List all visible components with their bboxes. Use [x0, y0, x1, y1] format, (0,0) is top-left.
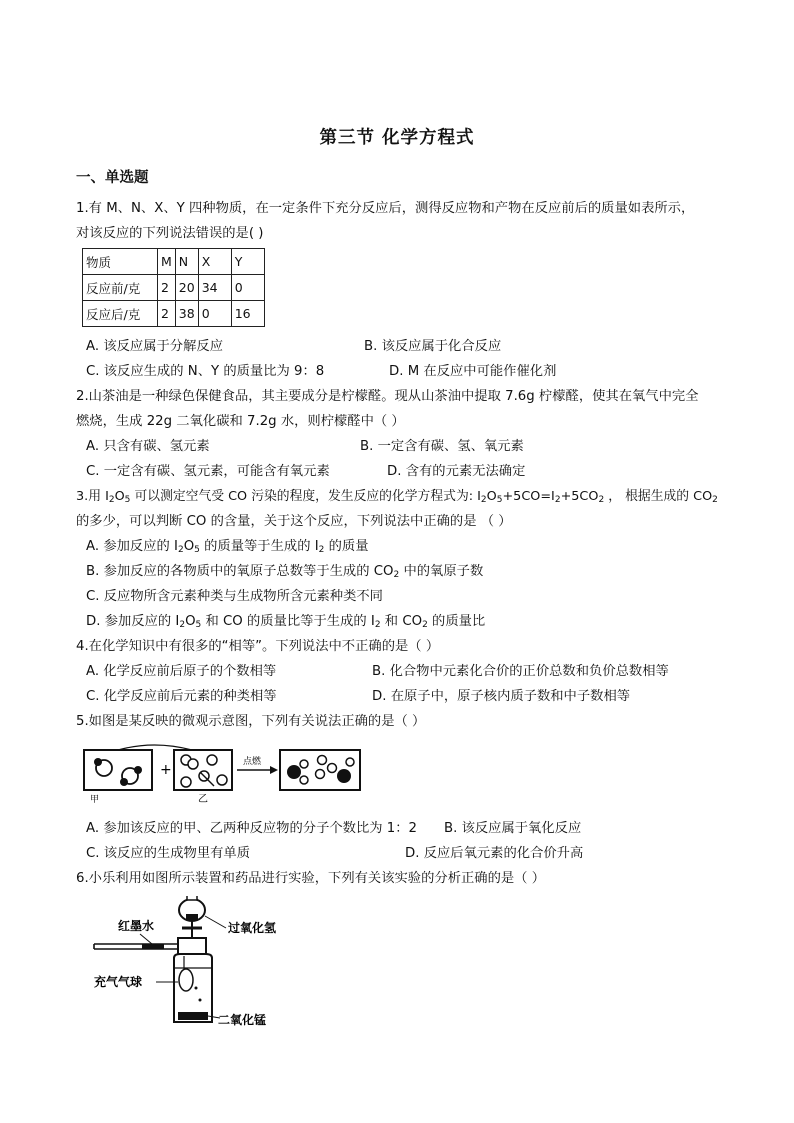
- atom: [94, 758, 102, 766]
- table-cell: 34: [198, 275, 231, 301]
- table-cell: 0: [198, 301, 231, 327]
- q3-stem-line1: 3.用 $I_2O_5$ 可以测定空气受 CO 污染的程度，发生反应的化学方程式为: $I_2O_5+5CO=I_2+5CO_2$ ， 根据生成的 $CO_2$: [76, 489, 718, 505]
- bubble: [199, 999, 202, 1002]
- q4-stem: 4.在化学知识中有很多的“相等”。下列说法中不正确的是（ ）: [76, 639, 440, 654]
- atom: [328, 764, 337, 773]
- label-ink: 红墨水: [118, 919, 155, 933]
- q4-option-b[interactable]: B. 化合物中元素化合价的正价总数和负价总数相等: [372, 664, 669, 679]
- molecule: [207, 755, 217, 765]
- table-cell: 16: [231, 301, 264, 327]
- q6-stem: 6.小乐利用如图所示装置和药品进行实验，下列有关该实验的分析正确的是（ ）: [76, 871, 546, 886]
- table-cell: M: [158, 249, 176, 275]
- table-cell: 物质: [83, 249, 158, 275]
- q5-option-d[interactable]: D. 反应后氧元素的化合价升高: [405, 846, 584, 861]
- funnel-liquid: [186, 914, 198, 920]
- label-leader: [205, 916, 226, 928]
- label-leader: [140, 934, 152, 944]
- q2-stem-line2: 燃烧，生成 22g 二氧化碳和 7.2g 水，则柠檬醛中（ ）: [76, 414, 405, 429]
- table-cell: 2: [158, 301, 176, 327]
- q3-option-a[interactable]: A. 参加反应的 $I_2O_5$ 的质量等于生成的 $I_2$ 的质量: [86, 539, 369, 555]
- q5-option-c[interactable]: C. 该反应的生成物里有单质: [86, 846, 251, 861]
- q1-mass-table: [82, 248, 265, 327]
- q4-option-a[interactable]: A. 化学反应前后原子的个数相等: [86, 664, 277, 679]
- arrowhead: [270, 766, 278, 774]
- q1-option-d[interactable]: D. M 在反应中可能作催化剂: [389, 364, 557, 379]
- q1-stem-line2: 对该反应的下列说法错误的是( ): [76, 226, 264, 241]
- atom: [134, 766, 142, 774]
- atom: [300, 776, 308, 784]
- label-h2o2: 过氧化氢: [228, 921, 277, 935]
- atom: [346, 758, 354, 766]
- atom: [316, 770, 325, 779]
- table-row: [83, 275, 265, 301]
- q2-option-c[interactable]: C. 一定含有碳、氢元素，可能含有氧元素: [86, 464, 330, 479]
- section-heading: 一、单选题: [76, 170, 149, 186]
- table-cell: Y: [231, 249, 264, 275]
- page-title: 第三节 化学方程式: [319, 128, 475, 148]
- table-cell: 反应前/克: [83, 275, 158, 301]
- table-cell: 反应后/克: [83, 301, 158, 327]
- q6-apparatus-diagram: [90, 896, 300, 1030]
- molecule: [217, 775, 227, 785]
- balloon: [179, 969, 193, 991]
- atom: [318, 756, 327, 765]
- table-cell: 2: [158, 275, 176, 301]
- bottle: [174, 954, 212, 1022]
- q2-stem-line1: 2.山茶油是一种绿色保健食品，其主要成分是柠檬醛。现从山茶油中提取 7.6g 柠檬醛，使其在氧气中完全: [76, 389, 699, 404]
- ink-droplet: [142, 944, 164, 949]
- q1-stem-line1: 1.有 M、N、X、Y 四种物质，在一定条件下充分反应后，测得反应物和产物在反应前后的质量如表所示，: [76, 201, 695, 216]
- funnel-stopper: [187, 896, 197, 900]
- atom: [120, 778, 128, 786]
- table-cell: 0: [231, 275, 264, 301]
- label-mno2: 二氧化锰: [218, 1013, 267, 1027]
- atom: [300, 760, 308, 768]
- q1-option-a[interactable]: A. 该反应属于分解反应: [86, 339, 223, 354]
- q3-option-b[interactable]: B. 参加反应的各物质中的氧原子总数等于生成的 $CO_2$ 中的氧原子数: [86, 564, 484, 580]
- atom: [287, 765, 301, 779]
- table-cell: N: [175, 249, 198, 275]
- table-row: [83, 249, 265, 275]
- table-row: [83, 301, 265, 327]
- bubble: [195, 987, 198, 990]
- molecule: [188, 759, 198, 769]
- table-cell: 20: [175, 275, 198, 301]
- molecule: [181, 777, 191, 787]
- table-cell: X: [198, 249, 231, 275]
- q3-option-d[interactable]: D. 参加反应的 $I_2O_5$ 和 CO 的质量比等于生成的 $I_2$ 和 $CO_2$ 的质量比: [86, 614, 486, 630]
- label-jia: 甲: [90, 795, 100, 804]
- q4-option-d[interactable]: D. 在原子中，原子核内质子数和中子数相等: [372, 689, 631, 704]
- q5-stem: 5.如图是某反映的微观示意图，下列有关说法正确的是（ ）: [76, 714, 426, 729]
- q5-option-a[interactable]: A. 参加该反应的甲、乙两种反应物的分子个数比为 1：2: [86, 821, 417, 836]
- q4-option-c[interactable]: C. 化学反应前后元素的种类相等: [86, 689, 277, 704]
- arrow-label: 点燃: [243, 757, 262, 767]
- atom: [337, 769, 351, 783]
- q3-option-c[interactable]: C. 反应物所含元素种类与生成物所含元素种类不同: [86, 589, 383, 604]
- q1-option-b[interactable]: B. 该反应属于化合反应: [364, 339, 502, 354]
- q3-stem-line2: 的多少，可以判断 CO 的含量，关于这个反应，下列说法中正确的是 （ ）: [76, 514, 512, 529]
- q5-reaction-diagram: [82, 742, 364, 804]
- q2-option-d[interactable]: D. 含有的元素无法确定: [387, 464, 526, 479]
- mno2-powder: [178, 1012, 208, 1020]
- plus-sign: +: [160, 762, 172, 778]
- label-balloon: 充气气球: [94, 975, 143, 989]
- q2-option-b[interactable]: B. 一定含有碳、氢、氧元素: [360, 439, 524, 454]
- label-yi: 乙: [198, 794, 208, 804]
- q1-option-c[interactable]: C. 该反应生成的 N、Y 的质量比为 9：8: [86, 364, 325, 379]
- q5-option-b[interactable]: B. 该反应属于氧化反应: [444, 821, 582, 836]
- table-cell: 38: [175, 301, 198, 327]
- q2-option-a[interactable]: A. 只含有碳、氢元素: [86, 439, 210, 454]
